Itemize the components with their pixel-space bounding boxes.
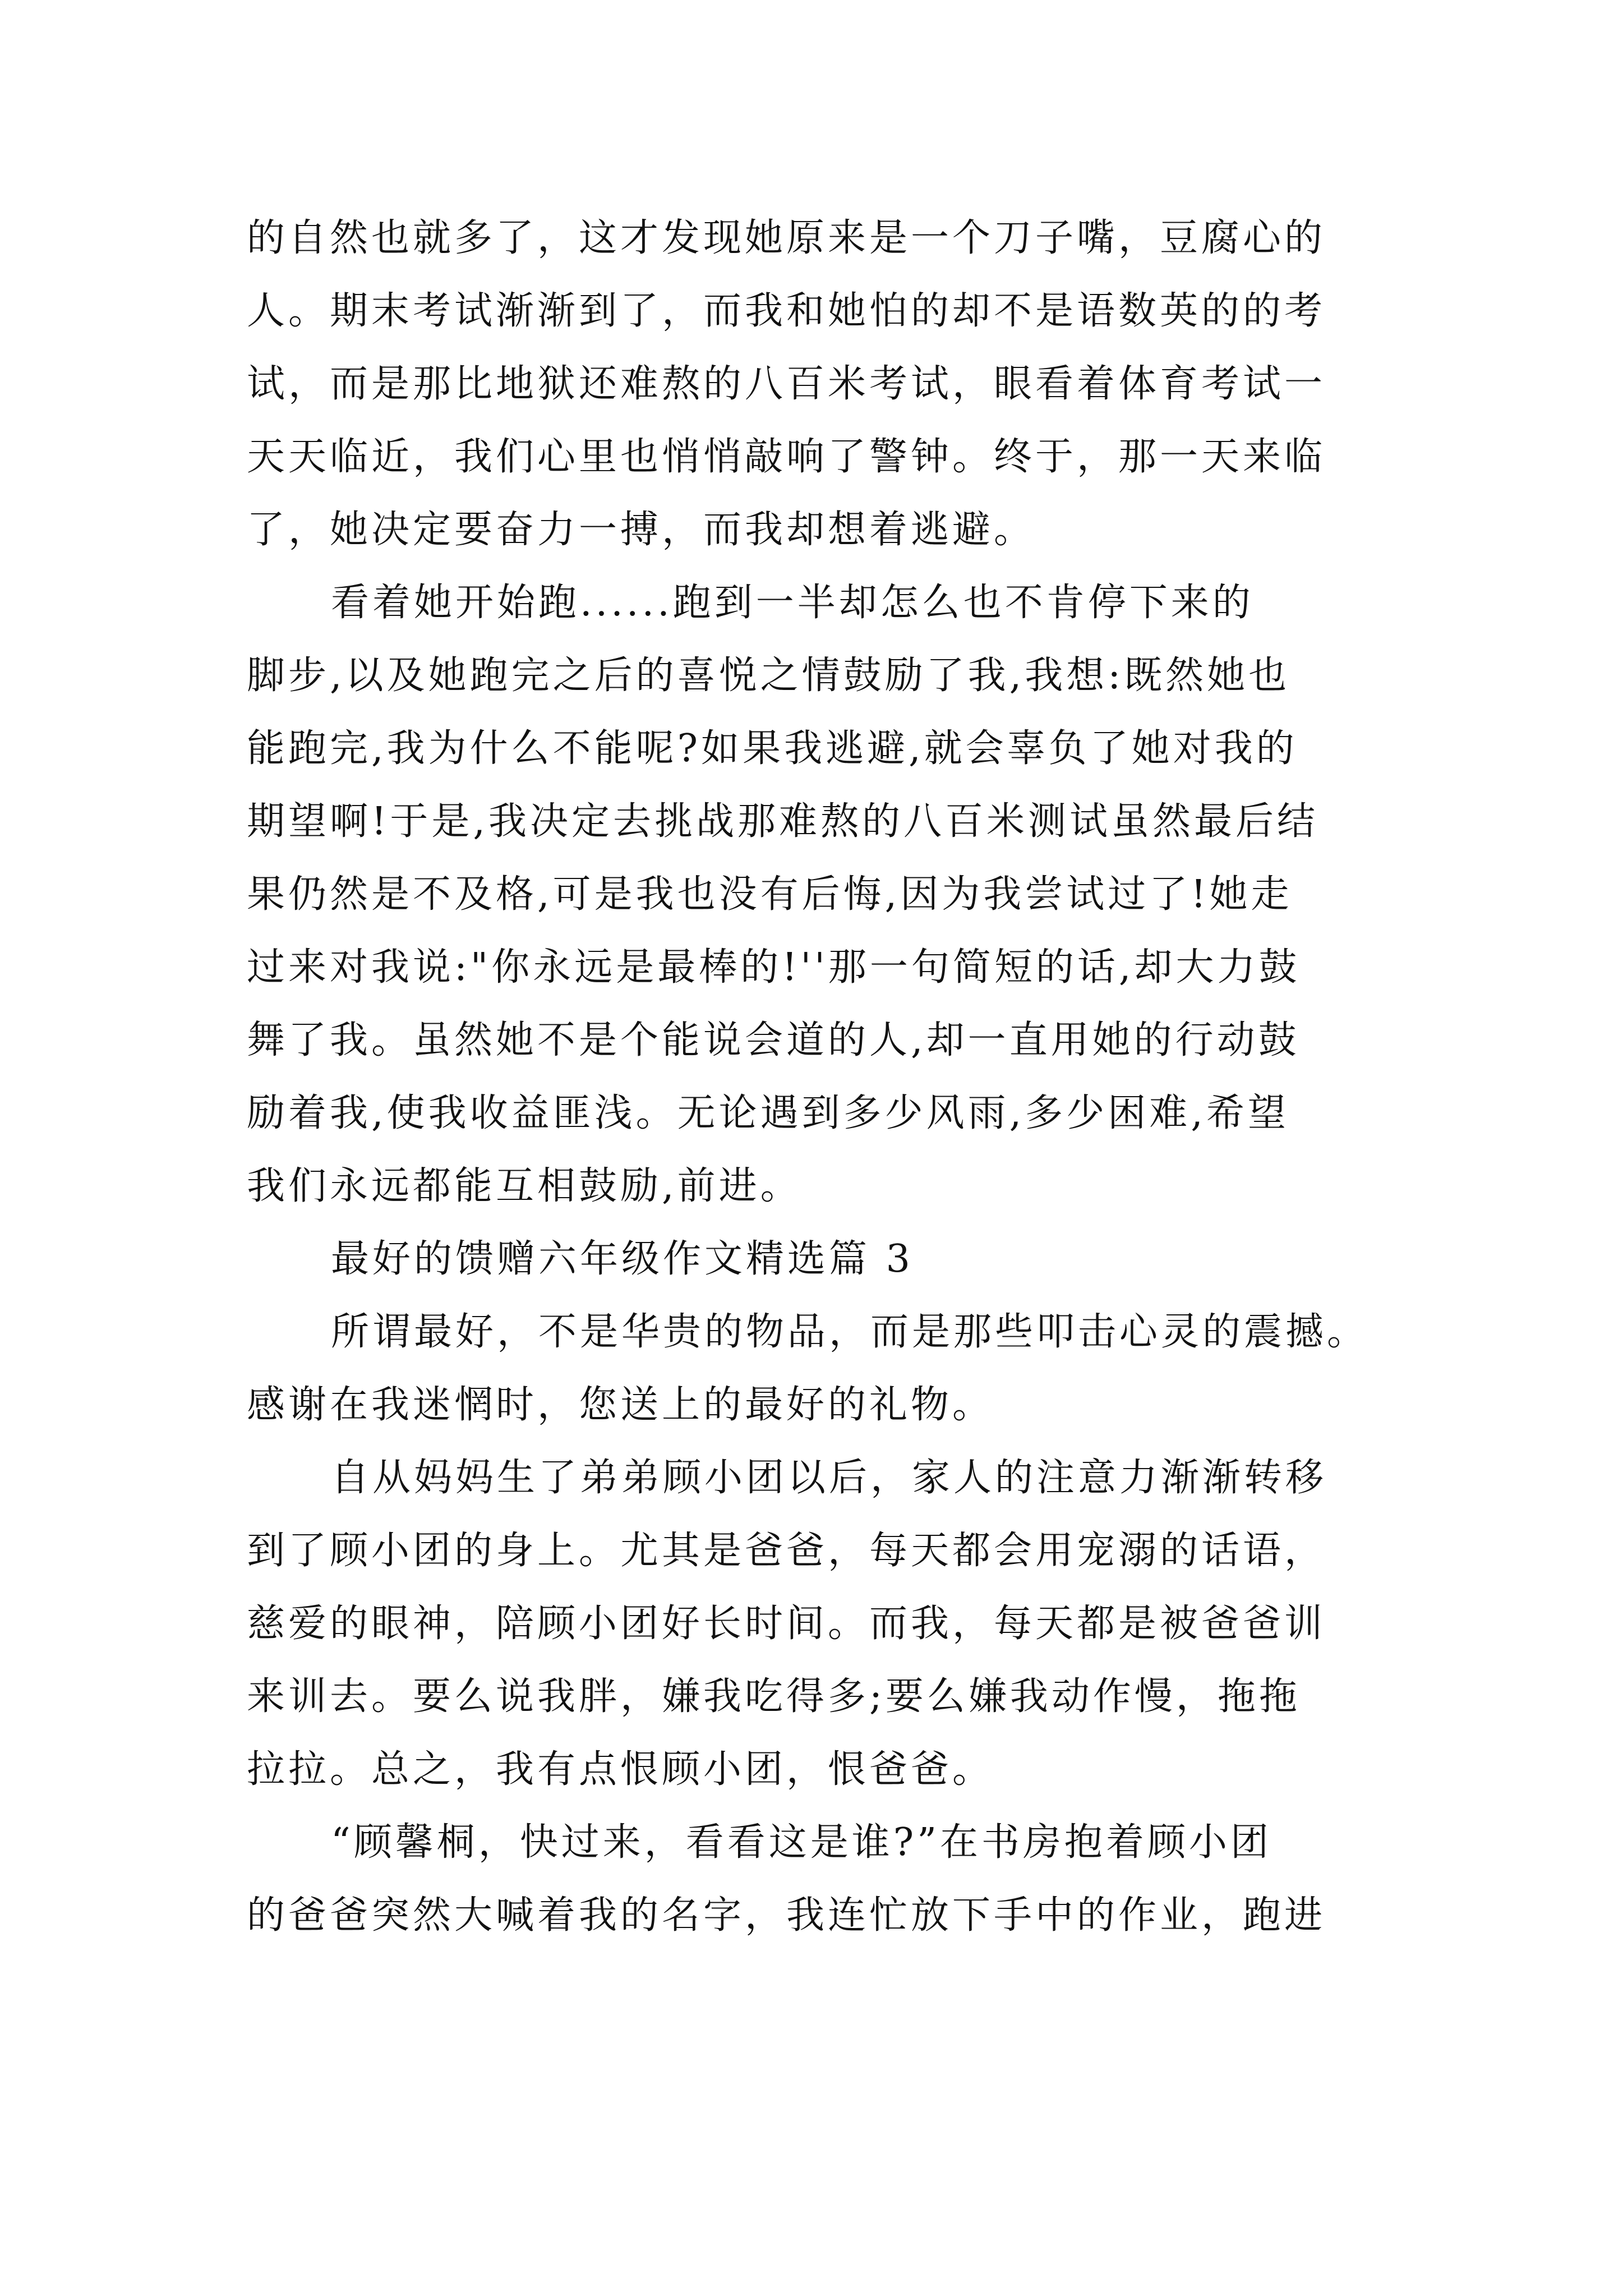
heading-text: 最好的馈赠六年级作文精选篇 3: [331, 1237, 914, 1281]
section-heading: [247, 1223, 1385, 1296]
text-line: 拉拉。总之，我有点恨顾小团，恨爸爸。: [247, 1747, 994, 1792]
text-line: 励着我,使我收益匪浅。无论遇到多少风雨,多少困难,希望: [247, 1091, 1289, 1135]
text-line: 看着她开始跑......跑到一半却怎么也不肯停下来的: [331, 581, 1254, 625]
text-line: 的爸爸突然大喊着我的名字，我连忙放下手中的作业，跑进: [247, 1893, 1326, 1938]
text-line: 所谓最好，不是华贵的物品，而是那些叩击心灵的震撼。: [331, 1310, 1369, 1354]
paragraph: [247, 567, 1385, 1223]
text-line: 天天临近，我们心里也悄悄敲响了警钟。终于，那一天来临: [247, 435, 1326, 479]
text-line: 果仍然是不及格,可是我也没有后悔,因为我尝试过了!她走: [247, 872, 1293, 917]
text-line: 感谢在我迷惘时，您送上的最好的礼物。: [247, 1383, 994, 1427]
text-line: 试，而是那比地狱还难熬的八百米考试，眼看着体育考试一: [247, 362, 1326, 406]
text-line: 自从妈妈生了弟弟顾小团以后，家人的注意力渐渐转移: [331, 1456, 1327, 1500]
text-line: 人。期末考试渐渐到了，而我和她怕的却不是语数英的的考: [247, 289, 1326, 333]
text-line: 的自然也就多了，这才发现她原来是一个刀子嘴，豆腐心的: [247, 216, 1326, 260]
text-line: 过来对我说:"你永远是最棒的!''那一句简短的话,却大力鼓: [247, 945, 1301, 990]
text-line: 了，她决定要奋力一搏，而我却想着逃避。: [247, 508, 1036, 552]
paragraph: [247, 1442, 1385, 1806]
paragraph: [247, 202, 1385, 567]
text-line: 舞了我。虽然她不是个能说会道的人,却一直用她的行动鼓: [247, 1018, 1300, 1062]
text-line: “顾馨桐，快过来，看看这是谁?”在书房抱着顾小团: [331, 1820, 1272, 1865]
text-line: 能跑完,我为什么不能呢?如果我逃避,就会辜负了她对我的: [247, 726, 1298, 771]
text-line: 我们永远都能互相鼓励,前进。: [247, 1164, 802, 1208]
text-line: 到了顾小团的身上。尤其是爸爸，每天都会用宠溺的话语，: [247, 1529, 1326, 1573]
document-body: [247, 202, 1385, 1952]
text-line: 期望啊!于是,我决定去挑战那难熬的八百米测试虽然最后结: [247, 799, 1318, 844]
text-line: 脚步,以及她跑完之后的喜悦之情鼓励了我,我想:既然她也: [247, 654, 1290, 698]
text-line: 来训去。要么说我胖，嫌我吃得多;要么嫌我动作慢，拖拖: [247, 1674, 1301, 1719]
paragraph: [247, 1296, 1385, 1442]
text-line: 慈爱的眼神，陪顾小团好长时间。而我，每天都是被爸爸训: [247, 1602, 1326, 1646]
paragraph: [247, 1806, 1385, 1952]
